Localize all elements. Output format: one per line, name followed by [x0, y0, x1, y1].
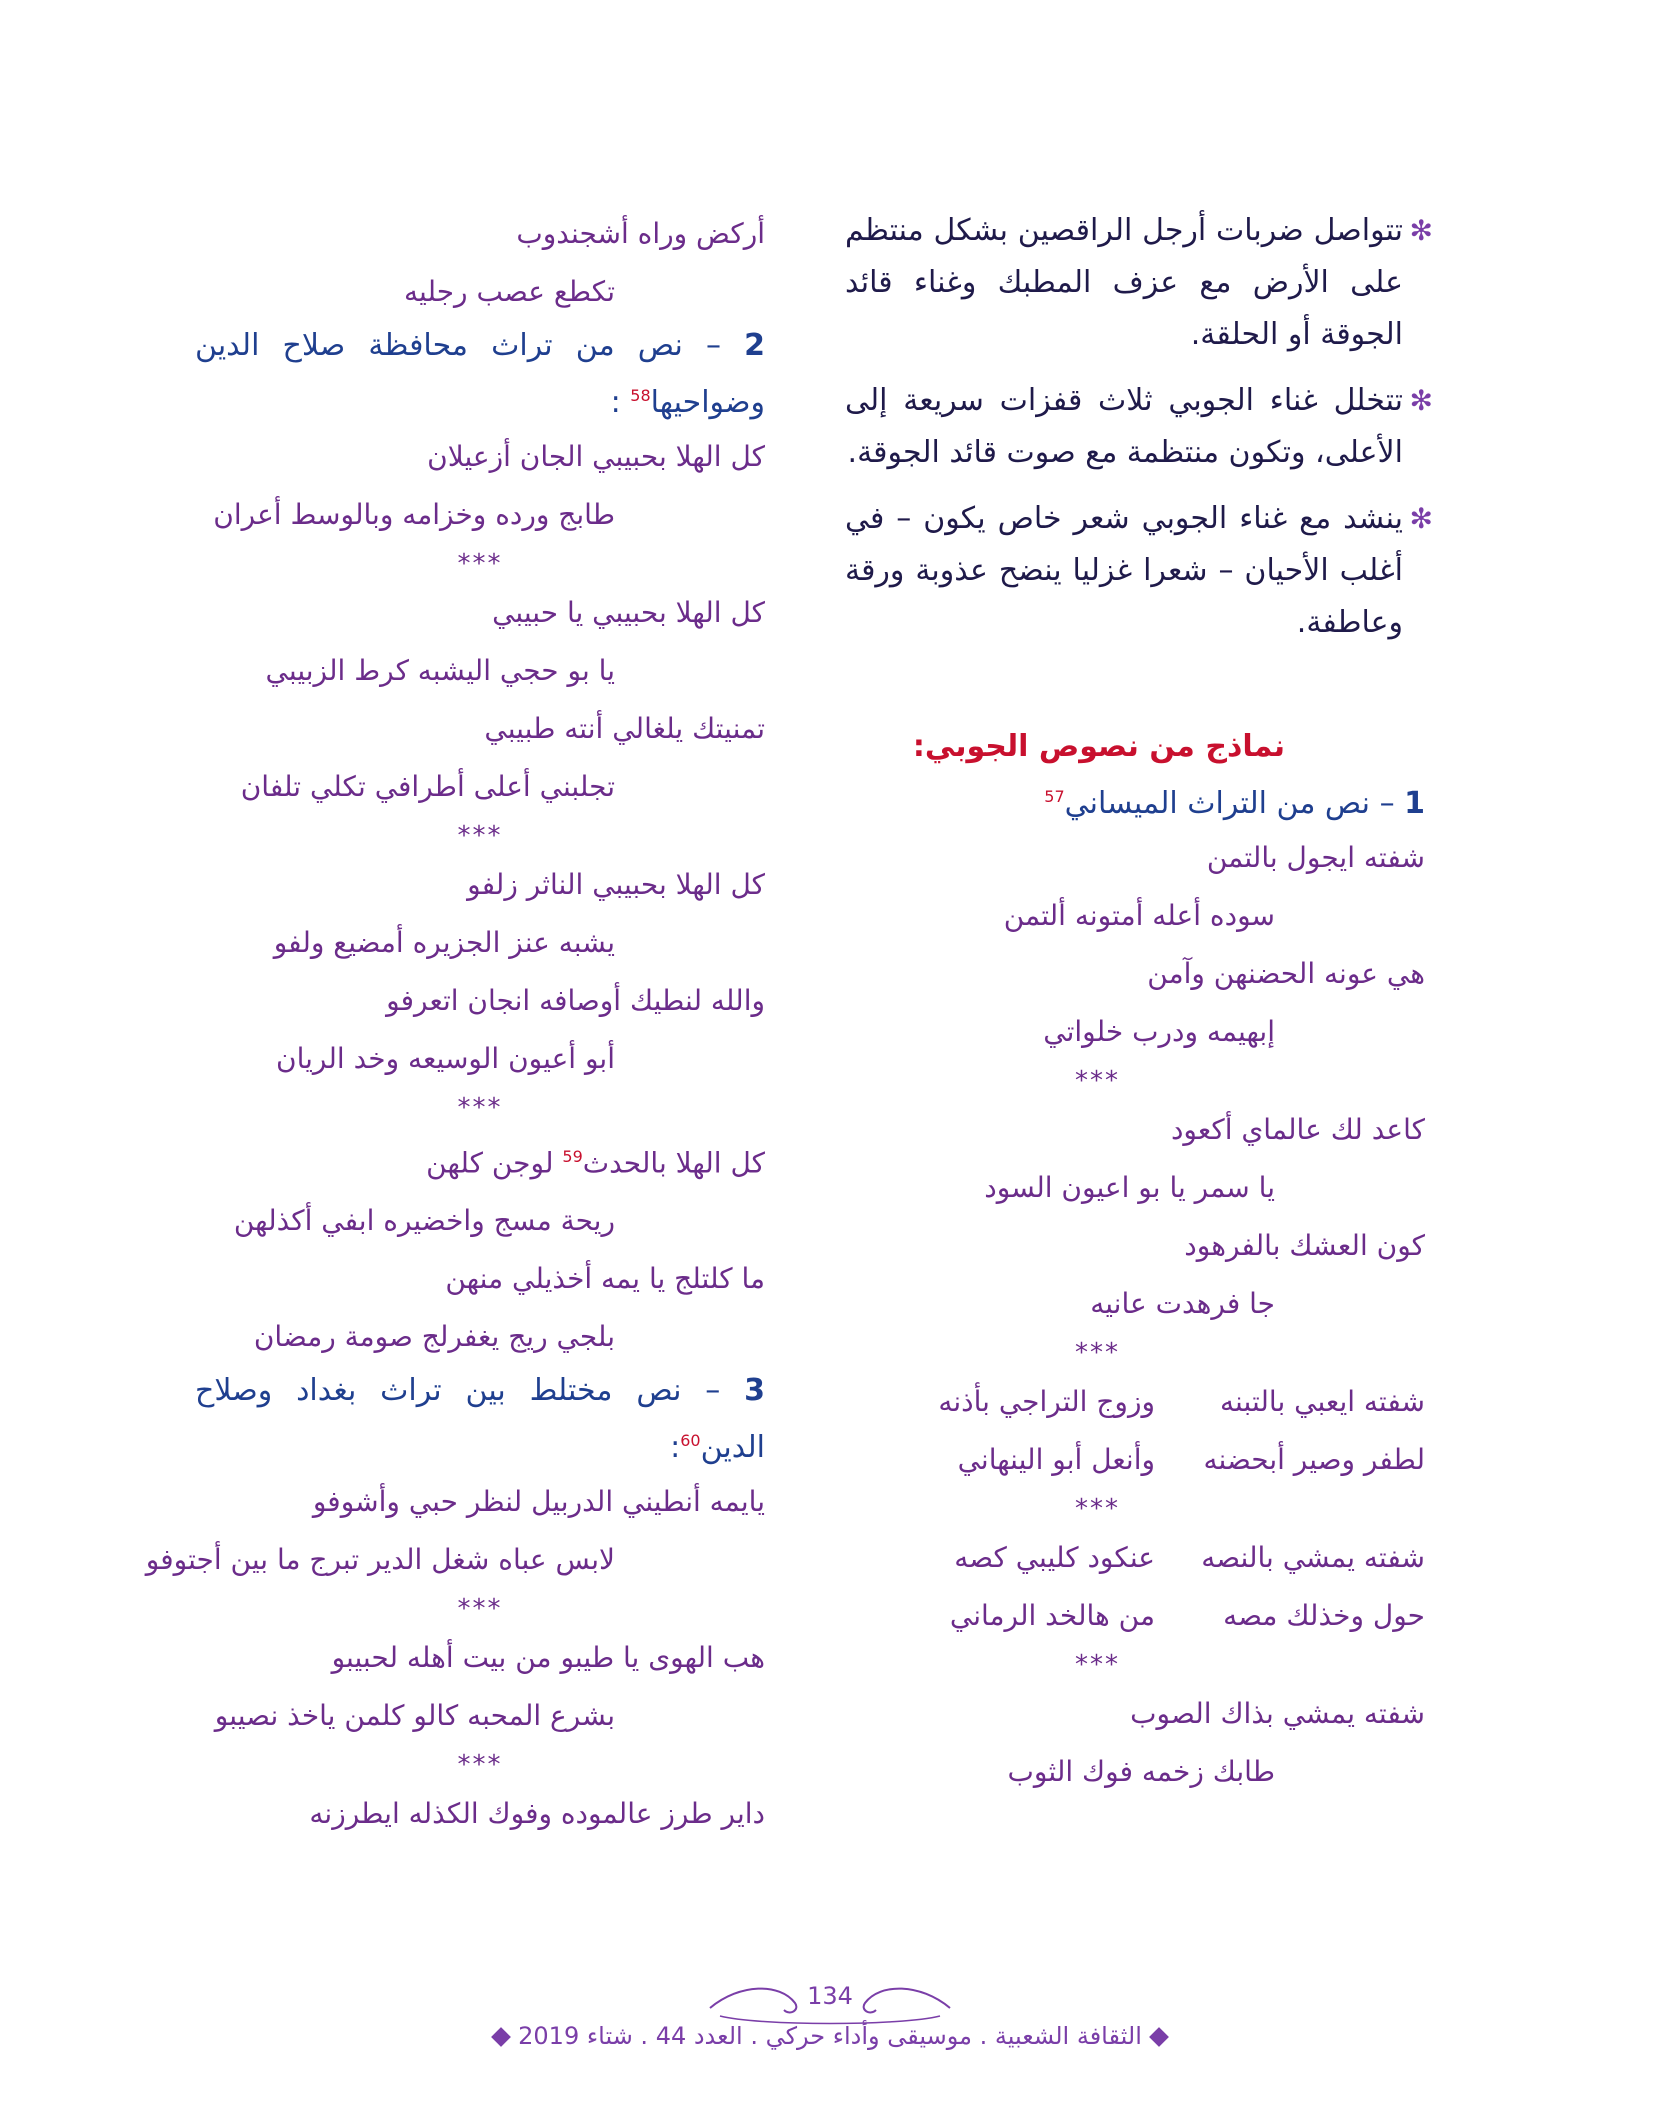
verse-line: كون العشك بالفرهود: [1184, 1229, 1425, 1262]
verse-line: طابج ورده وخزامه وبالوسط أعران: [213, 498, 615, 531]
bullet-1: ✻ تتواصل ضربات أرجل الراقصين بشكل منتظم على الأرض مع عزف المطبك وغناء قائد الجوقة أو الحلقة.: [845, 205, 1425, 361]
footnote-ref: 57: [1044, 787, 1065, 806]
stanza-separator: ***: [457, 821, 503, 851]
verse-line: كل الهلا بحبيبي يا حبيبي: [492, 596, 765, 629]
verse-pair: شفته يمشي بالنصه عنكود كليبي كصه: [954, 1541, 1425, 1574]
diamond-icon: [1149, 2027, 1169, 2047]
verse-line: كل الهلا بحبيبي الناثر زلفو: [467, 868, 765, 901]
verse-line: كل الهلا بالحدث$^{59}$ لوجن كلهن: [426, 1146, 765, 1180]
diamond-icon: [491, 2027, 511, 2047]
verse-line: يشبه عنز الجزيره أمضيع ولفو: [273, 926, 615, 959]
verse-line: كل الهلا بحبيبي الجان أزعيلان: [427, 440, 765, 473]
verse-line: هب الهوى يا طيبو من بيت أهله لحبيبو: [331, 1641, 765, 1675]
bullet-3: ✻ ينشد مع غناء الجوبي شعر خاص يكون – في أغلب الأحيان – شعرا غزليا ينضح عذوبة ورقة وعاطفة.: [845, 493, 1425, 649]
stanza-separator: ***: [457, 1594, 503, 1625]
flower-bullet-icon: ✻: [1409, 384, 1433, 417]
footer-title: الثقافة الشعبية . موسيقى وأداء حركي . العدد 44 . شتاء 2019: [460, 2022, 1200, 2050]
flower-bullet-icon: ✻: [1409, 214, 1433, 247]
footnote-ref: 60: [680, 1431, 701, 1451]
verse-line: لابس عباه شغل الدير تبرج ما بين أجتوفو: [145, 1543, 615, 1577]
section-1-title: 1 – نص من التراث الميساني$^{57}$: [1044, 786, 1425, 821]
flower-bullet-icon: ✻: [1409, 502, 1433, 535]
section-heading: نماذج من نصوص الجوبي:: [912, 729, 1285, 764]
footnote-ref: 59: [562, 1147, 583, 1166]
verse-line: تمنيتك يلغالي أنته طبيبي: [484, 712, 765, 745]
stanza-separator: ***: [457, 1750, 503, 1781]
verse-line: أبو أعيون الوسيعه وخد الريان: [276, 1042, 615, 1075]
verse-line: يا سمر يا بو اعيون السود: [984, 1171, 1275, 1204]
verse-line: طابك زخمه فوك الثوب: [1007, 1755, 1275, 1788]
verse-line: يا بو حجي اليشبه كرط الزبيبي: [265, 654, 615, 687]
verse-pair: شفته ايعبي بالتبنه وزوج التراجي بأذنه: [938, 1385, 1425, 1418]
verse-line: والله لنطيك أوصافه انجان اتعرفو: [386, 984, 765, 1017]
verse-line: ما كلتلج يا يمه أخذيلي منهن: [445, 1262, 765, 1296]
stanza-separator: ***: [1075, 1650, 1120, 1680]
page-number: 134: [807, 1982, 853, 2010]
verse-line: داير طرز عالموده وفوك الكذله ايطرزنه: [309, 1797, 765, 1831]
right-column: [845, 205, 1433, 1801]
verse-line: يايمه أنطيني الدربيل لنظر حبي وأشوفو: [312, 1485, 765, 1519]
verse-line: شفته ايجول بالتمن: [1206, 841, 1425, 874]
stanza-separator: ***: [1075, 1494, 1120, 1524]
verse-pair: حول وخذلك مصه من هالخد الرماني: [949, 1599, 1425, 1632]
stanza-separator: ***: [1075, 1066, 1120, 1096]
verse-line: تجلبني أعلى أطرافي تكلي تلفان: [240, 770, 615, 803]
verse-line: بلجي ريج يغفرلج صومة رمضان: [253, 1320, 615, 1354]
section-3-title: 3 – نص مختلط بين تراث بغداد وصلاح الدين$^{60}$:: [195, 1373, 765, 1466]
verse-line: ريحة مسج واخضيره ابفي أكذلهن: [233, 1204, 615, 1238]
verse-line: أركض وراه أشجندوب: [516, 217, 765, 250]
verse-line: هي عونه الحضنهن وآمن: [1147, 957, 1425, 990]
verse-line: تكطع عصب رجليه: [404, 275, 615, 308]
verse-line: جا فرهدت عانيه: [1090, 1287, 1275, 1320]
stanza-separator: ***: [457, 549, 503, 579]
footnote-ref: 58: [630, 386, 651, 405]
bullet-2: ✻ تتخلل غناء الجوبي ثلاث قفزات سريعة إلى الأعلى، وتكون منتظمة مع صوت قائد الجوقة.: [845, 375, 1425, 479]
section-2-title: 2 – نص من تراث محافظة صلاح الدين وضواحيها$^{58}$ :: [195, 328, 765, 420]
verse-line: كاعد لك عالماي أكعود: [1170, 1113, 1425, 1146]
left-column: [145, 205, 765, 1843]
stanza-separator: ***: [1075, 1338, 1120, 1368]
verse-line: سوده أعله أمتونه ألتمن: [1003, 899, 1275, 932]
verse-pair: لطفر وصير أبحضنه وأنعل أبو الينهاني: [957, 1443, 1425, 1476]
verse-line: شفته يمشي بذاك الصوب: [1130, 1697, 1425, 1730]
verse-line: إبهيمه ودرب خلواتي: [1043, 1015, 1275, 1048]
stanza-separator: ***: [457, 1093, 503, 1123]
verse-line: بشرع المحبه كالو كلمن ياخذ نصيبو: [214, 1699, 615, 1733]
